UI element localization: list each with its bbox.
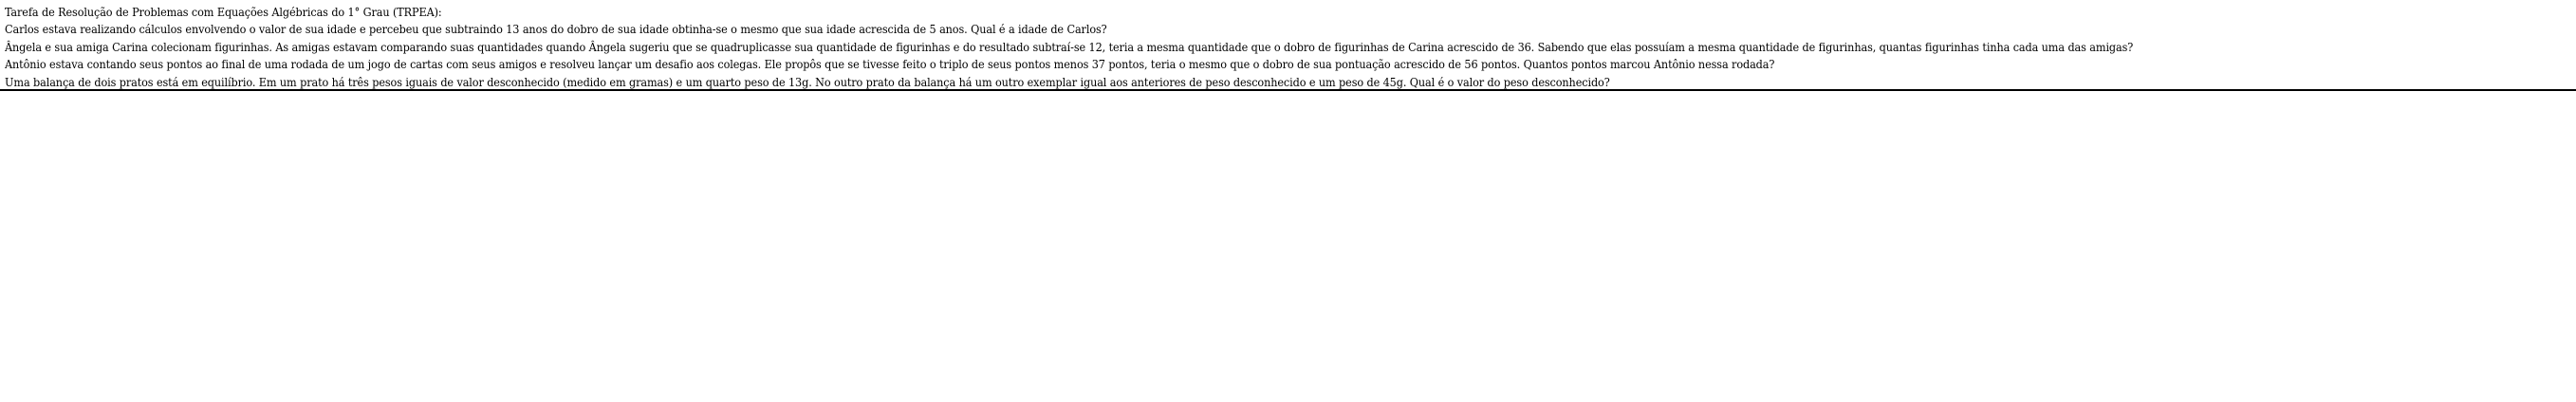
- problem-line-antonio: Antônio estava contando seus pontos ao final de uma rodada de um jogo de cartas com seus amigos e resolveu lançar um desafio aos colegas. Ele propôs que se tivesse feito o triplo de seus pontos menos 37 pontos, teria o mesmo que o dobro de sua pontuação acrescido de 56 pontos. Quantos pontos marcou Antônio nessa rodada?: [5, 57, 1775, 72]
- task-text-block: [5, 4, 2576, 91]
- task-title-line: Tarefa de Resolução de Problemas com Equações Algébricas do 1° Grau (TRPEA):: [5, 5, 442, 19]
- problem-line-figurinhas: Ângela e sua amiga Carina colecionam figurinhas. As amigas estavam comparando suas quantidades quando Ângela sugeriu que se quadruplicasse sua quantidade de figurinhas e do resultado subtraí-se 12, teria a mesma quantidade que o dobro de figurinhas de Carina acrescido de 36. Sabendo que elas possuíam a mesma quantidade de figurinhas, quantas figurinhas tinha cada uma das amigas?: [5, 39, 2134, 54]
- horizontal-divider: [0, 89, 2576, 91]
- problem-line-carlos: Carlos estava realizando cálculos envolvendo o valor de sua idade e percebeu que subtraindo 13 anos do dobro de sua idade obtinha-se o mesmo que sua idade acrescida de 5 anos. Qual é a idade de Carlos?: [5, 22, 1107, 37]
- problem-line-balanca: Uma balança de dois pratos está em equilíbrio. Em um prato há três pesos iguais de valor desconhecido (medido em gramas) e um quarto peso de 13g. No outro prato da balança há um outro exemplar igual aos anteriores de peso desconhecido e um peso de 45g. Qual é o valor do peso desconhecido?: [5, 74, 1610, 89]
